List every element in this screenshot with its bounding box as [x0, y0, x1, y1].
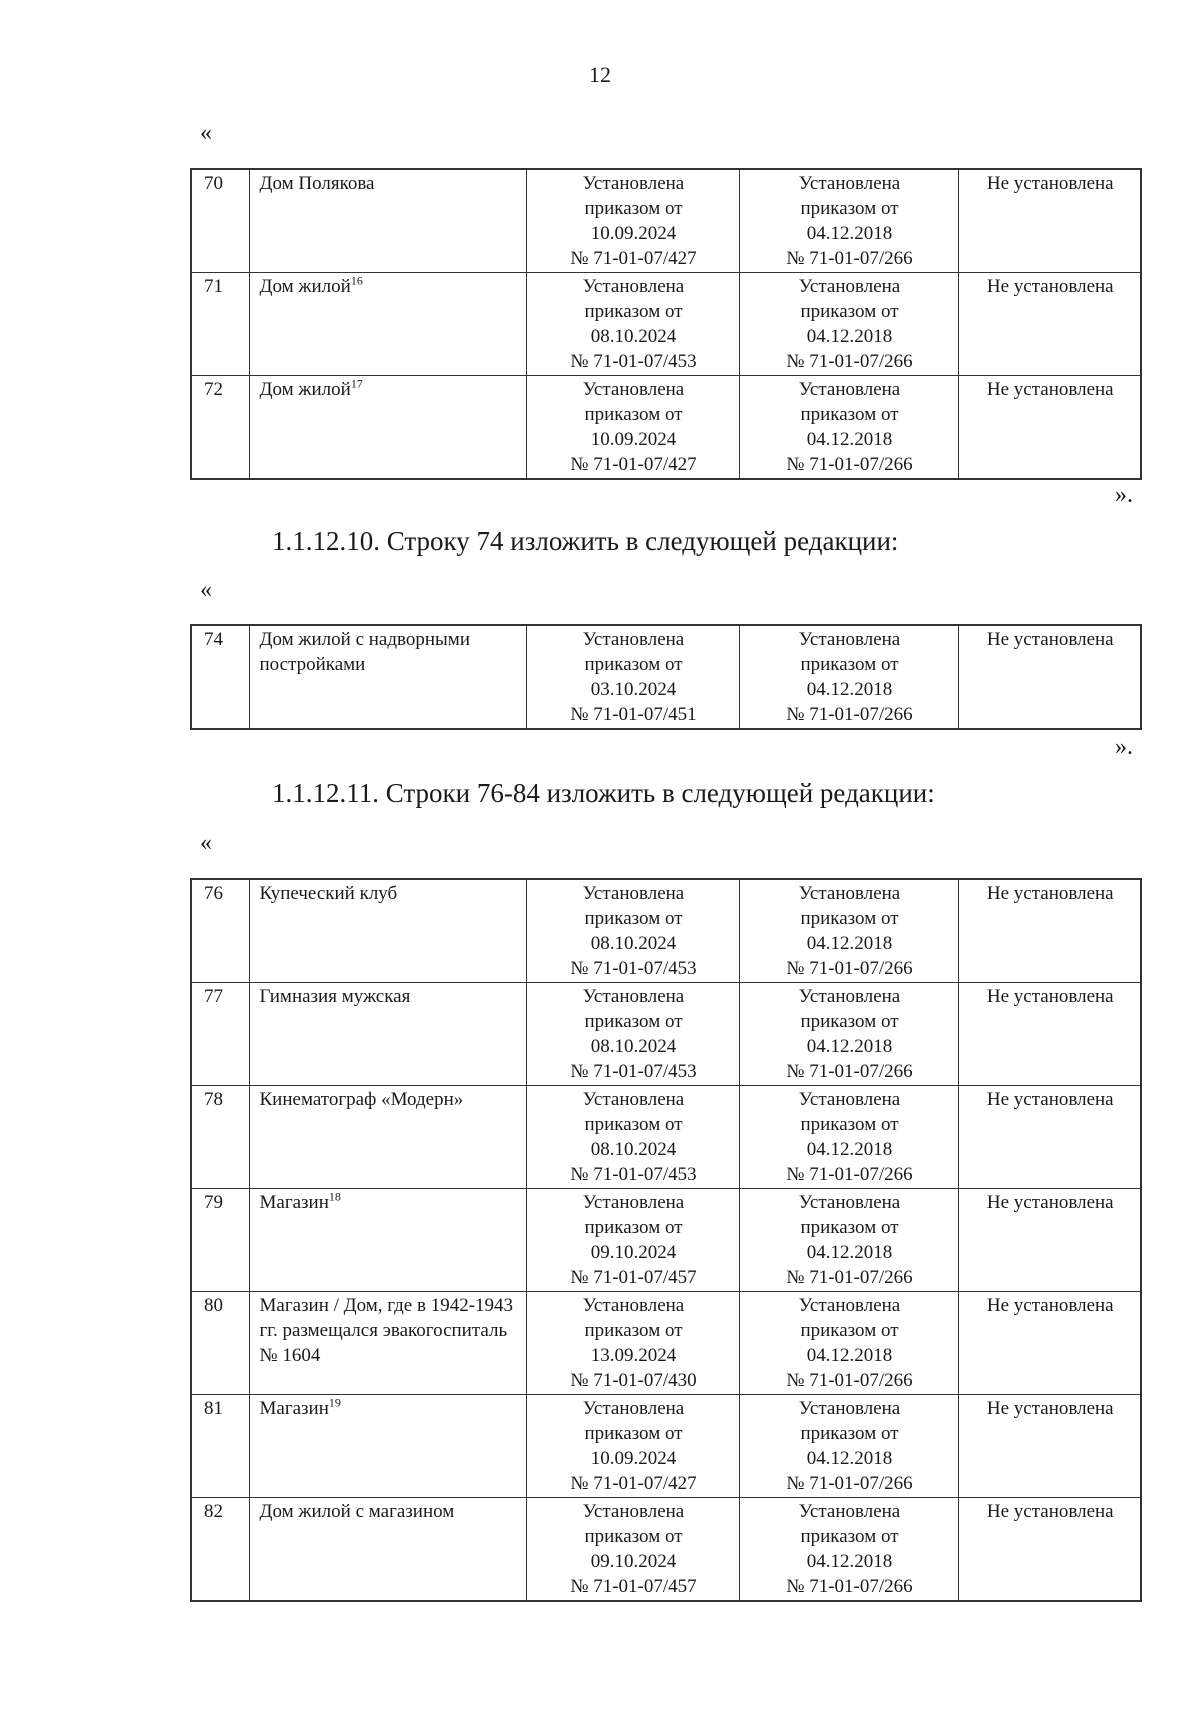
order-line: Установлена — [798, 173, 901, 194]
order-line: Установлена — [582, 276, 685, 297]
order-line: Установлена — [798, 883, 901, 904]
protection-subject-cell — [739, 273, 958, 376]
order-line: 04.12.2018 — [806, 1345, 893, 1366]
order-line: приказом от — [584, 654, 683, 675]
table-row — [191, 1189, 1141, 1292]
close-quote-2: ». — [1115, 734, 1133, 760]
object-name-cell — [249, 1292, 526, 1395]
order-line: № 71-01-07/266 — [786, 1061, 913, 1082]
table-row — [191, 1498, 1141, 1602]
order-line: № 71-01-07/266 — [786, 1473, 913, 1494]
protection-zone-cell: Не установлена — [958, 625, 1141, 729]
order-line: Установлена — [798, 1192, 901, 1213]
table-row — [191, 1086, 1141, 1189]
open-quote-2: « — [200, 577, 212, 603]
order-line: 08.10.2024 — [590, 933, 677, 954]
protection-zone-cell: Не установлена — [958, 169, 1141, 273]
object-name: Магазин / Дом, где в 1942-1943 гг. размещался эвакогоспиталь № 1604 — [259, 1295, 514, 1366]
order-line: Установлена — [582, 1295, 685, 1316]
object-name-cell — [249, 625, 526, 729]
order-line: приказом от — [800, 404, 899, 425]
table-row — [191, 376, 1141, 480]
territory-boundary-cell — [526, 1189, 739, 1292]
order-line: 03.10.2024 — [590, 679, 677, 700]
protection-subject-cell — [739, 1395, 958, 1498]
order-line: 10.09.2024 — [590, 223, 677, 244]
protection-zone-cell: Не установлена — [958, 1395, 1141, 1498]
object-name: Кинематограф «Модерн» — [259, 1089, 464, 1110]
object-name: Дом Полякова — [259, 173, 375, 194]
order-line: Установлена — [798, 1501, 901, 1522]
order-line: 10.09.2024 — [590, 1448, 677, 1469]
object-name-cell — [249, 1189, 526, 1292]
order-line: приказом от — [800, 1423, 899, 1444]
order-line: Установлена — [582, 1398, 685, 1419]
object-name-cell — [249, 376, 526, 480]
protection-subject-cell — [739, 1086, 958, 1189]
protection-zone-cell: Не установлена — [958, 983, 1141, 1086]
order-line: № 71-01-07/266 — [786, 1267, 913, 1288]
protection-zone-cell: Не установлена — [958, 1086, 1141, 1189]
order-line: 04.12.2018 — [806, 1242, 893, 1263]
order-line: приказом от — [800, 1011, 899, 1032]
table-row-74 — [190, 624, 1142, 730]
footnote-marker: 17 — [350, 376, 363, 391]
order-line: 04.12.2018 — [806, 1036, 893, 1057]
object-name: Гимназия мужская — [259, 986, 411, 1007]
order-line: № 71-01-07/457 — [570, 1267, 697, 1288]
object-name-cell — [249, 1498, 526, 1602]
order-line: 08.10.2024 — [590, 1036, 677, 1057]
order-line: № 71-01-07/266 — [786, 1576, 913, 1597]
object-name-cell — [249, 983, 526, 1086]
object-name-cell — [249, 1395, 526, 1498]
object-name-cell — [249, 273, 526, 376]
order-line: Установлена — [798, 276, 901, 297]
open-quote-3: « — [200, 830, 212, 856]
territory-boundary-cell — [526, 169, 739, 273]
order-line: 04.12.2018 — [806, 679, 893, 700]
order-line: 04.12.2018 — [806, 326, 893, 347]
protection-subject-cell — [739, 376, 958, 480]
order-line: № 71-01-07/266 — [786, 454, 913, 475]
page-number: 12 — [589, 62, 611, 87]
order-line: Установлена — [798, 986, 901, 1007]
row-number: 77 — [191, 983, 249, 1086]
object-name: Дом жилой — [259, 276, 351, 297]
object-name-cell — [249, 879, 526, 983]
order-line: № 71-01-07/266 — [786, 351, 913, 372]
footnote-marker: 16 — [350, 273, 363, 288]
order-line: № 71-01-07/453 — [570, 351, 697, 372]
table-rows-76-82 — [190, 878, 1142, 1602]
order-line: № 71-01-07/453 — [570, 1061, 697, 1082]
row-number: 82 — [191, 1498, 249, 1602]
row-number: 80 — [191, 1292, 249, 1395]
order-line: 08.10.2024 — [590, 326, 677, 347]
order-line: Установлена — [582, 883, 685, 904]
order-line: приказом от — [800, 198, 899, 219]
order-line: 08.10.2024 — [590, 1139, 677, 1160]
order-line: Установлена — [798, 629, 901, 650]
order-line: № 71-01-07/451 — [570, 704, 697, 725]
order-line: № 71-01-07/453 — [570, 958, 697, 979]
protection-subject-cell — [739, 1498, 958, 1602]
order-line: приказом от — [584, 1217, 683, 1238]
row-number: 70 — [191, 169, 249, 273]
order-line: 13.09.2024 — [590, 1345, 677, 1366]
order-line: приказом от — [584, 1526, 683, 1547]
order-line: № 71-01-07/430 — [570, 1370, 697, 1391]
order-line: 04.12.2018 — [806, 933, 893, 954]
order-line: приказом от — [800, 1320, 899, 1341]
order-line: приказом от — [584, 404, 683, 425]
order-line: Установлена — [798, 1398, 901, 1419]
order-line: приказом от — [584, 1011, 683, 1032]
section-heading-10: 1.1.12.10. Строку 74 изложить в следующей редакции: — [272, 526, 899, 556]
order-line: Установлена — [582, 173, 685, 194]
order-line: № 71-01-07/427 — [570, 454, 697, 475]
order-line: Установлена — [582, 379, 685, 400]
footnote-marker: 19 — [328, 1395, 341, 1410]
order-line: приказом от — [800, 1526, 899, 1547]
protection-zone-cell: Не установлена — [958, 1498, 1141, 1602]
territory-boundary-cell — [526, 376, 739, 480]
order-line: приказом от — [800, 1114, 899, 1135]
order-line: 04.12.2018 — [806, 223, 893, 244]
order-line: 09.10.2024 — [590, 1242, 677, 1263]
order-line: № 71-01-07/266 — [786, 1370, 913, 1391]
order-line: № 71-01-07/427 — [570, 248, 697, 269]
table-row — [191, 273, 1141, 376]
protection-zone-cell: Не установлена — [958, 879, 1141, 983]
order-line: № 71-01-07/427 — [570, 1473, 697, 1494]
order-line: № 71-01-07/266 — [786, 704, 913, 725]
object-name: Магазин — [259, 1398, 329, 1419]
territory-boundary-cell — [526, 625, 739, 729]
territory-boundary-cell — [526, 1395, 739, 1498]
protection-subject-cell — [739, 625, 958, 729]
footnote-marker: 18 — [328, 1189, 341, 1204]
object-name: Дом жилой с магазином — [259, 1501, 455, 1522]
order-line: 09.10.2024 — [590, 1551, 677, 1572]
order-line: приказом от — [800, 654, 899, 675]
row-number: 81 — [191, 1395, 249, 1498]
territory-boundary-cell — [526, 273, 739, 376]
row-number: 72 — [191, 376, 249, 480]
order-line: 04.12.2018 — [806, 1448, 893, 1469]
object-name-cell — [249, 169, 526, 273]
protection-subject-cell — [739, 1189, 958, 1292]
order-line: приказом от — [800, 1217, 899, 1238]
territory-boundary-cell — [526, 1292, 739, 1395]
order-line: 04.12.2018 — [806, 1551, 893, 1572]
order-line: 10.09.2024 — [590, 429, 677, 450]
territory-boundary-cell — [526, 1498, 739, 1602]
territory-boundary-cell — [526, 879, 739, 983]
order-line: приказом от — [584, 198, 683, 219]
order-line: № 71-01-07/266 — [786, 248, 913, 269]
protection-subject-cell — [739, 983, 958, 1086]
open-quote-1: « — [200, 120, 212, 146]
order-line: № 71-01-07/453 — [570, 1164, 697, 1185]
order-line: Установлена — [798, 1295, 901, 1316]
order-line: приказом от — [800, 908, 899, 929]
table-row — [191, 1292, 1141, 1395]
order-line: приказом от — [584, 908, 683, 929]
row-number: 78 — [191, 1086, 249, 1189]
order-line: 04.12.2018 — [806, 429, 893, 450]
section-heading-11: 1.1.12.11. Строки 76-84 изложить в следующей редакции: — [272, 778, 935, 808]
object-name-cell — [249, 1086, 526, 1189]
protection-subject-cell — [739, 169, 958, 273]
table-row — [191, 983, 1141, 1086]
object-name: Купеческий клуб — [259, 883, 398, 904]
table-row — [191, 169, 1141, 273]
order-line: 04.12.2018 — [806, 1139, 893, 1160]
row-number: 71 — [191, 273, 249, 376]
row-number: 74 — [191, 625, 249, 729]
order-line: Установлена — [798, 1089, 901, 1110]
order-line: Установлена — [582, 986, 685, 1007]
order-line: № 71-01-07/457 — [570, 1576, 697, 1597]
object-name: Дом жилой с надворными постройками — [259, 629, 470, 675]
protection-subject-cell — [739, 1292, 958, 1395]
order-line: приказом от — [584, 1114, 683, 1135]
order-line: Установлена — [582, 1089, 685, 1110]
order-line: Установлена — [582, 1501, 685, 1522]
table-row — [191, 879, 1141, 983]
close-quote-1: ». — [1115, 482, 1133, 508]
row-number: 76 — [191, 879, 249, 983]
order-line: приказом от — [800, 301, 899, 322]
order-line: приказом от — [584, 301, 683, 322]
table-row — [191, 625, 1141, 729]
order-line: № 71-01-07/266 — [786, 958, 913, 979]
protection-zone-cell: Не установлена — [958, 376, 1141, 480]
protection-subject-cell — [739, 879, 958, 983]
order-line: Установлена — [582, 1192, 685, 1213]
protection-zone-cell: Не установлена — [958, 1292, 1141, 1395]
table-rows-70-72 — [190, 168, 1142, 480]
order-line: Установлена — [582, 629, 685, 650]
table-row — [191, 1395, 1141, 1498]
territory-boundary-cell — [526, 1086, 739, 1189]
protection-zone-cell: Не установлена — [958, 273, 1141, 376]
object-name: Дом жилой — [259, 379, 351, 400]
order-line: приказом от — [584, 1423, 683, 1444]
order-line: Установлена — [798, 379, 901, 400]
order-line: № 71-01-07/266 — [786, 1164, 913, 1185]
order-line: приказом от — [584, 1320, 683, 1341]
row-number: 79 — [191, 1189, 249, 1292]
protection-zone-cell: Не установлена — [958, 1189, 1141, 1292]
territory-boundary-cell — [526, 983, 739, 1086]
object-name: Магазин — [259, 1192, 329, 1213]
